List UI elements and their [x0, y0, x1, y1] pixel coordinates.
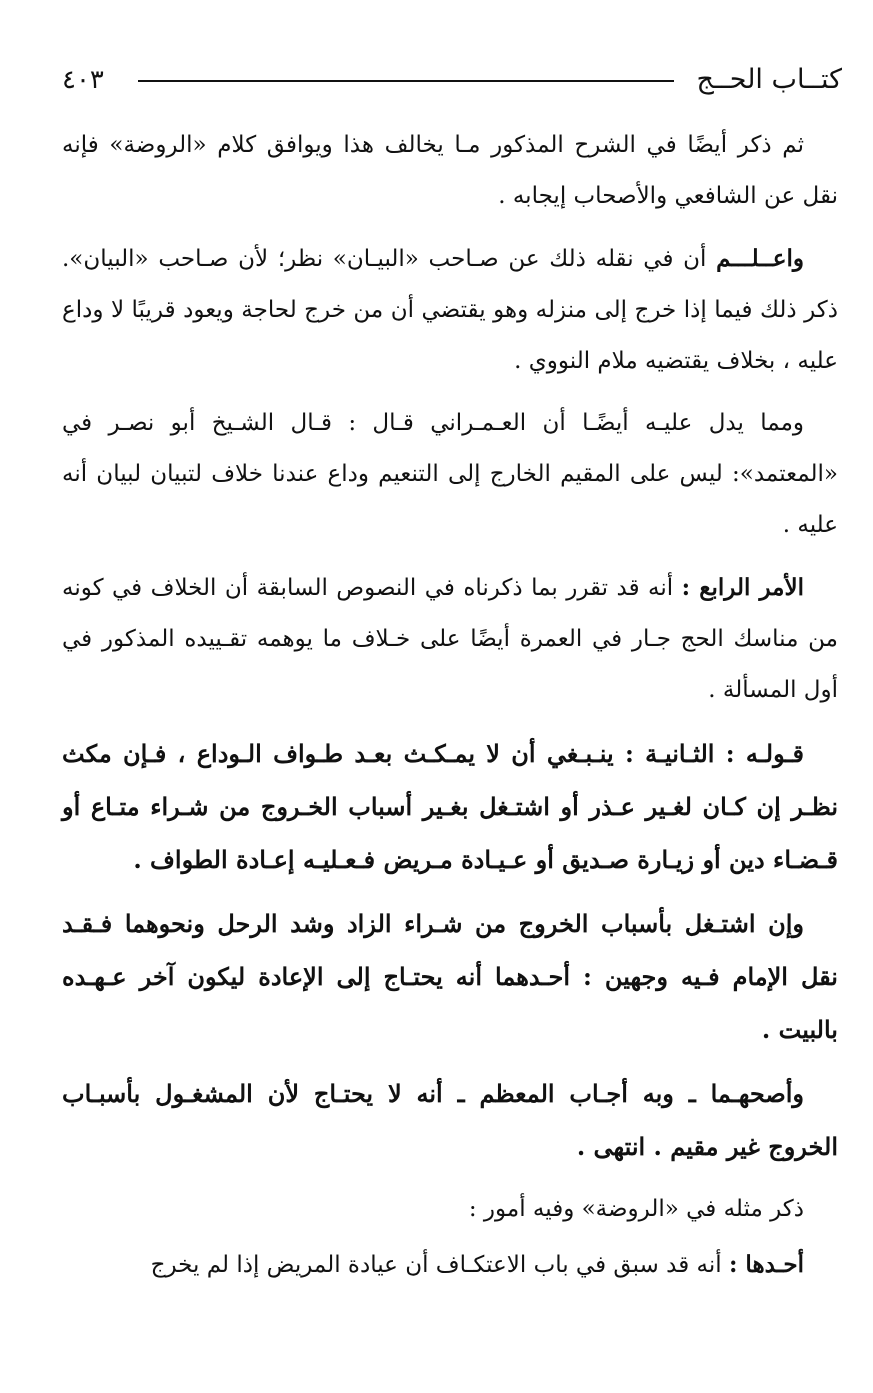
paragraph-text: قـولـه : الثـانيـة : ينـبـغي أن لا يمـكـث بعـد طـواف الـوداع ، فـإن مكث نظـر إن كـان لغـير عـذر أو اشتـغل بغـير أسباب الخـروج من شـراء متـاع أو قـضـاء دين أو زيـارة صـديق أو عـيـادة مـريض فـعـليـه إعـادة الطواف . — [62, 739, 838, 874]
running-header — [62, 58, 842, 102]
paragraph-3 — [62, 398, 838, 551]
quoted-paragraph-2 — [62, 897, 838, 1056]
paragraph-text: أنه قد سبق في باب الاعتكـاف أن عيادة المريض إذا لم يخرج — [150, 1252, 729, 1278]
paragraph-2 — [62, 233, 838, 387]
paragraph-lead: واعــلـــم — [716, 245, 804, 272]
paragraph-4 — [62, 562, 838, 716]
paragraph-1 — [62, 120, 838, 222]
paragraph-lead: الأمر الرابع : — [681, 574, 804, 601]
paragraph-text: ذكر مثله في «الروضة» وفيه أمور : — [468, 1196, 804, 1222]
paragraph-8 — [62, 1184, 838, 1235]
body-text — [62, 120, 838, 1302]
paragraph-text: وأصحهـما ـ وبه أجـاب المعظم ـ أنه لا يحتـاج لأن المشغـول بأسبـاب الخروج غير مقيم . انتهى . — [62, 1079, 838, 1161]
quoted-paragraph-1 — [62, 727, 838, 886]
page-number: ٤٠٣ — [62, 65, 104, 95]
paragraph-lead: أحـدها : — [728, 1251, 804, 1278]
paragraph-text: ثم ذكر أيضًا في الشرح المذكور مـا يخالف هذا ويوافق كلام «الروضة» فإنه نقل عن الشافعي والأصحاب إيجابه . — [62, 132, 838, 209]
paragraph-text: أنه قد تقرر بما ذكرناه في النصوص السابقة أن الخلاف في كونه من مناسك الحج جـار في العمرة أيضًا على خـلاف ما يوهمه تقـييده المذكور في أول المسألة . — [62, 575, 838, 703]
paragraph-text: وإن اشتـغل بأسباب الخروج من شـراء الزاد وشد الرحل ونحوهما فـقـد نقل الإمام فـيه وجهين : أحـدهما أنه يحتـاج إلى الإعادة ليكون آخر عـهـده بالبيت . — [62, 909, 838, 1044]
paragraph-text: ومما يدل عليـه أيضًـا أن العـمـراني قـال : قـال الشـيخ أبو نصـر في «المعتمد»: ليس على المقيم الخارج إلى التنعيم وداع عندنا خلاف لتبيان لبيان أنه عليه . — [62, 410, 838, 538]
header-rule — [138, 80, 674, 82]
chapter-title: كتــاب الحــج — [696, 64, 842, 95]
paragraph-text: أن في نقله ذلك عن صـاحب «البيـان» نظر؛ لأن صـاحب «البيان». ذكر ذلك فيما إذا خرج إلى منزله وهو يقتضي أن من خرج لحاجة ويعود قريبًا لا وداع عليه ، بخلاف يقتضيه ملام النووي . — [62, 246, 838, 374]
paragraph-9 — [62, 1239, 838, 1291]
quoted-paragraph-3 — [62, 1067, 838, 1173]
